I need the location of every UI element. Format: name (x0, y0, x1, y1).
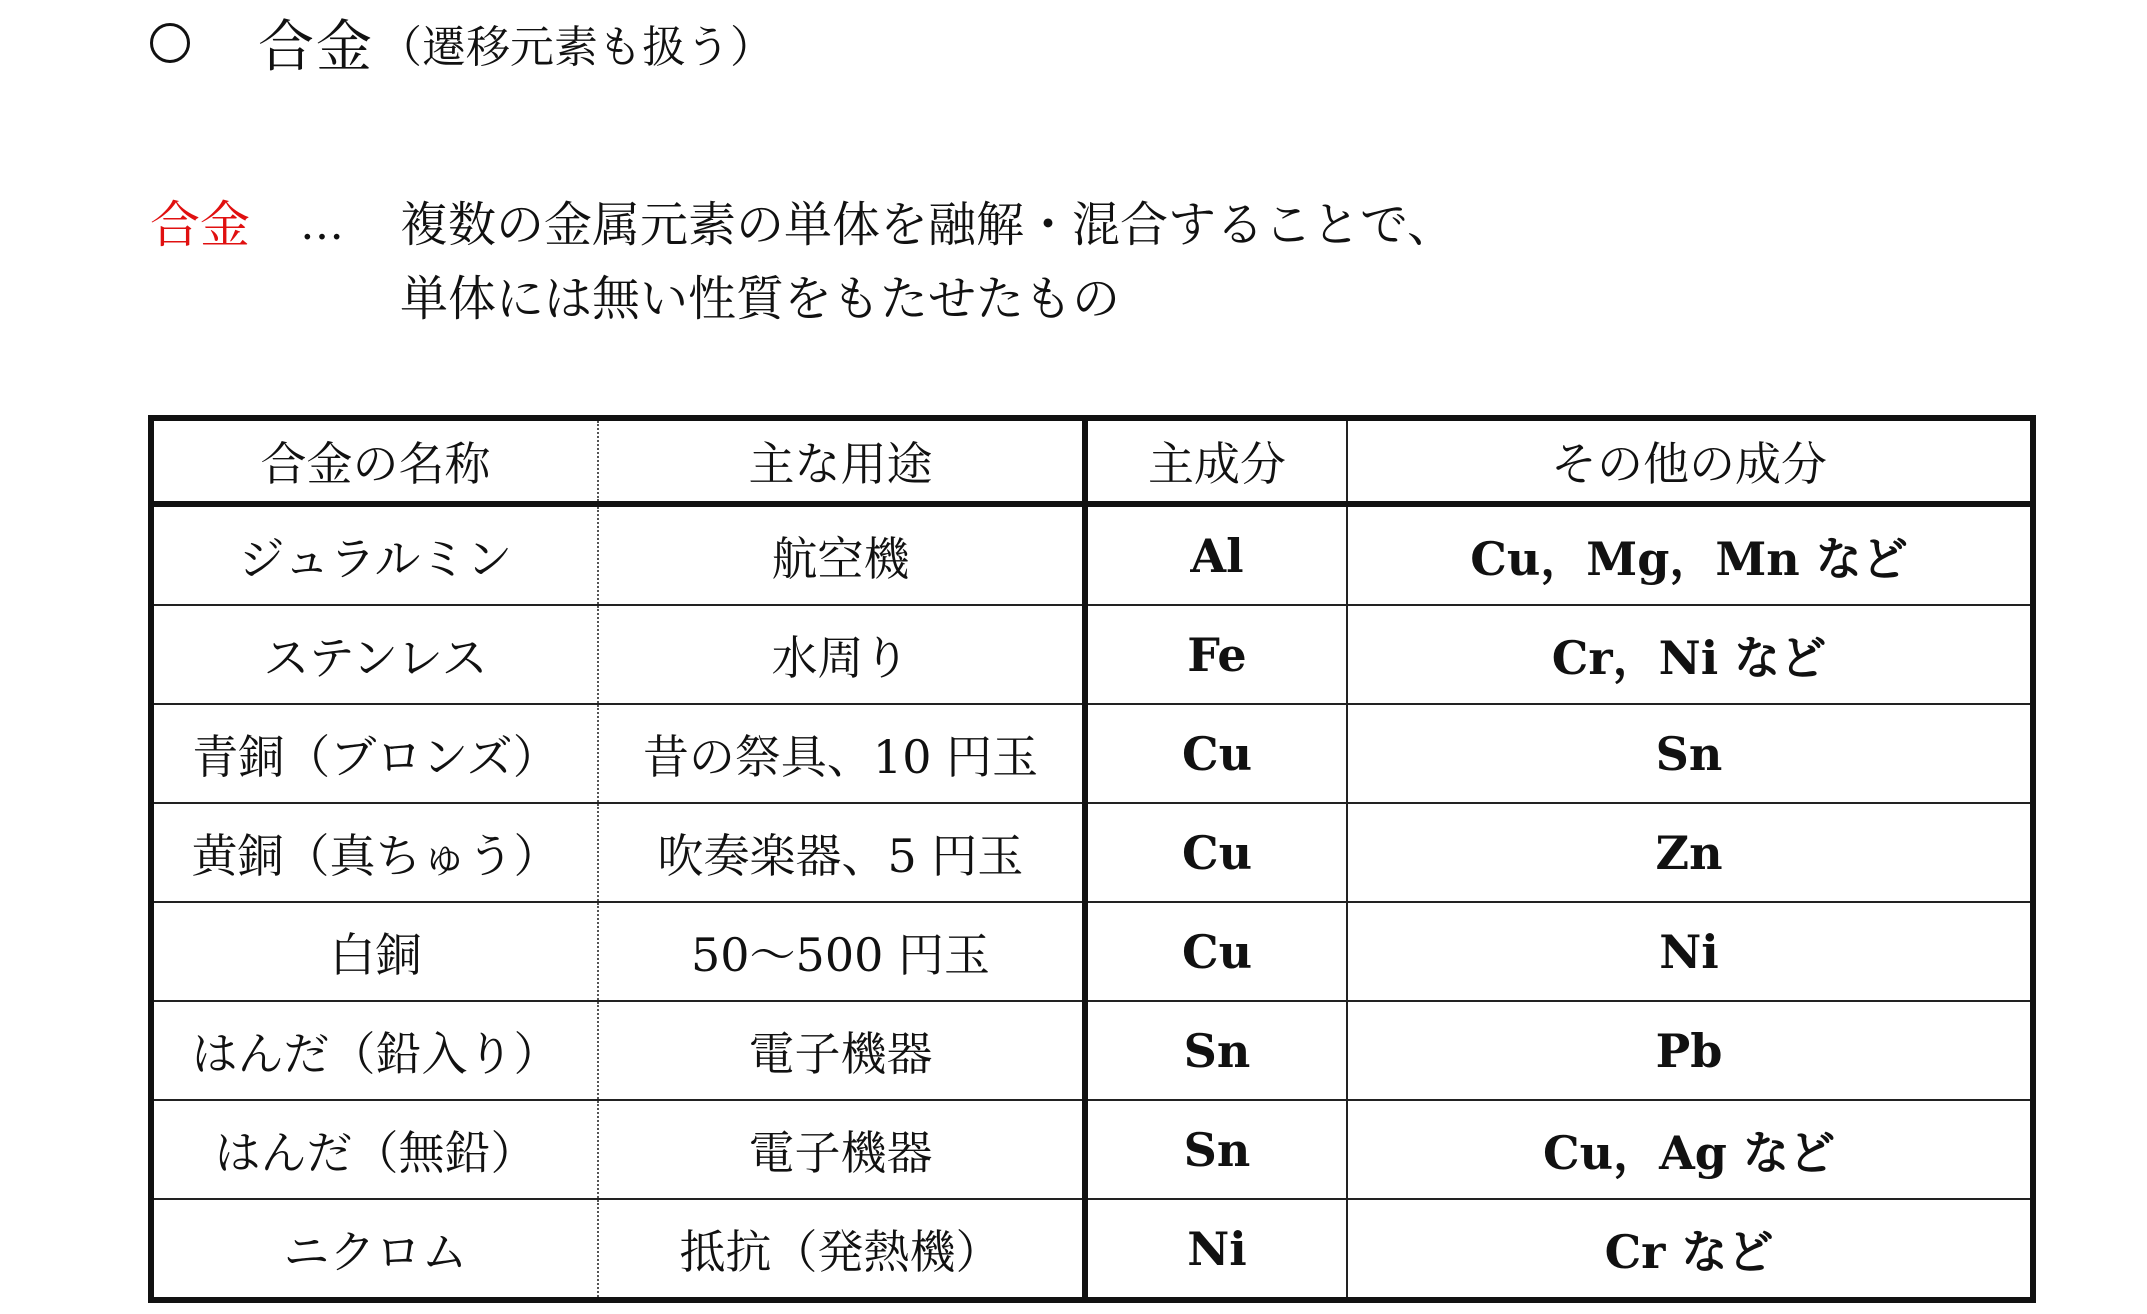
alloy-main-cell: Sn (1085, 1100, 1347, 1199)
alloy-name-cell: ニクロム (151, 1199, 598, 1300)
alloy-main-cell: Al (1085, 504, 1347, 605)
alloy-name-cell: ステンレス (151, 605, 598, 704)
alloy-others-cell: Zn (1347, 803, 2033, 902)
alloy-main-cell: Cu (1085, 902, 1347, 1001)
alloy-name-cell: 黄銅（真ちゅう） (151, 803, 598, 902)
header-main-component: 主成分 (1085, 418, 1347, 504)
alloy-use-cell: 電子機器 (598, 1001, 1085, 1100)
alloy-use-cell: 抵抗（発熱機） (598, 1199, 1085, 1300)
alloy-use-cell: 昔の祭具、10 円玉 (598, 704, 1085, 803)
table-row (151, 803, 2033, 902)
alloy-use-cell: 電子機器 (598, 1100, 1085, 1199)
table-row (151, 1199, 2033, 1300)
table-row (151, 1001, 2033, 1100)
alloy-name-cell: 青銅（ブロンズ） (151, 704, 598, 803)
alloy-use-cell: 50～500 円玉 (598, 902, 1085, 1001)
alloy-others-cell: Cr など (1347, 1199, 2033, 1300)
alloy-main-cell: Cu (1085, 704, 1347, 803)
section-heading (150, 8, 774, 78)
header-use: 主な用途 (598, 418, 1085, 504)
table-header-row (151, 418, 2033, 504)
alloy-name-cell: ジュラルミン (151, 504, 598, 605)
alloy-others-cell: Cu，Ag など (1347, 1100, 2033, 1199)
definition-text-line-1: 複数の金属元素の単体を融解・混合することで、 (400, 197, 1456, 253)
table-row (151, 504, 2033, 605)
alloy-others-cell: Ni (1347, 902, 2033, 1001)
section-title: 合金 (258, 15, 374, 80)
alloy-table (148, 415, 2036, 1303)
table-row (151, 704, 2033, 803)
alloy-use-cell: 水周り (598, 605, 1085, 704)
definition-term: 合金 (150, 196, 250, 254)
alloy-main-cell: Cu (1085, 803, 1347, 902)
header-name: 合金の名称 (151, 418, 598, 504)
alloy-others-cell: Sn (1347, 704, 2033, 803)
alloy-main-cell: Sn (1085, 1001, 1347, 1100)
table-row (151, 1100, 2033, 1199)
section-subtitle: （遷移元素も扱う） (378, 22, 774, 73)
alloy-name-cell: はんだ（無鉛） (151, 1100, 598, 1199)
definition-separator: … (300, 199, 344, 250)
alloy-others-cell: Cu，Mg，Mn など (1347, 504, 2033, 605)
alloy-others-cell: Cr，Ni など (1347, 605, 2033, 704)
circle-bullet-icon (150, 23, 190, 63)
alloy-others-cell: Pb (1347, 1001, 2033, 1100)
header-other-components: その他の成分 (1347, 418, 2033, 504)
alloy-name-cell: 白銅 (151, 902, 598, 1001)
table-row (151, 605, 2033, 704)
table-row (151, 902, 2033, 1001)
alloy-use-cell: 航空機 (598, 504, 1085, 605)
definition-text-line-2: 単体には無い性質をもたせたもの (400, 271, 1121, 327)
alloy-name-cell: はんだ（鉛入り） (151, 1001, 598, 1100)
alloy-use-cell: 吹奏楽器、5 円玉 (598, 803, 1085, 902)
alloy-main-cell: Ni (1085, 1199, 1347, 1300)
alloy-main-cell: Fe (1085, 605, 1347, 704)
